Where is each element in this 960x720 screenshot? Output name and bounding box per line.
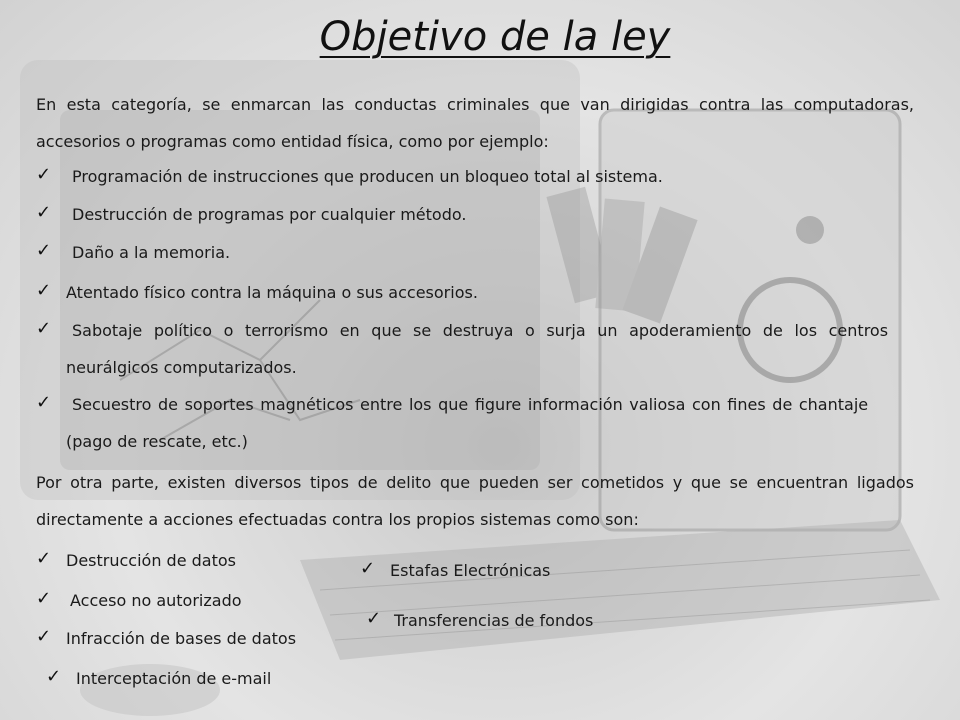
checkmark-icon: ✓: [36, 240, 52, 261]
list-item-text: Atentado físico contra la máquina o sus accesorios.: [66, 283, 478, 302]
list-item: [360, 552, 550, 589]
list-item-text: Acceso no autorizado: [70, 591, 242, 610]
checkmark-icon: ✓: [366, 608, 382, 629]
list-item: [36, 582, 242, 619]
list-item-text: Interceptación de e-mail: [76, 669, 272, 688]
list-item: [36, 542, 236, 579]
checkmark-icon: ✓: [36, 318, 52, 339]
intro-paragraph: En esta categoría, se enmarcan las conductas criminales que van dirigidas contra las computadoras, accesorios o programas como entidad física, como por ejemplo:: [36, 95, 914, 151]
slide-title: Objetivo de la ley: [319, 14, 671, 60]
checkmark-icon: ✓: [36, 202, 52, 223]
checkmark-icon: ✓: [36, 588, 52, 609]
list-item: [46, 660, 271, 697]
list-item-text: Destrucción de datos: [66, 551, 236, 570]
checkmark-icon: ✓: [36, 164, 52, 185]
list-item-text: Destrucción de programas por cualquier método.: [72, 205, 467, 224]
list-item-text: Secuestro de soportes magnéticos entre los que figure información valiosa con fines de chantaje: [72, 395, 869, 414]
checkmark-icon: ✓: [46, 666, 62, 687]
checkmark-icon: ✓: [360, 558, 376, 579]
checkmark-icon: ✓: [36, 280, 52, 301]
list-item-text: Infracción de bases de datos: [66, 629, 297, 648]
list-item-text: Transferencias de fondos: [394, 611, 594, 630]
list-item: [36, 620, 296, 657]
checkmark-icon: ✓: [36, 626, 52, 647]
list-item-text: Estafas Electrónicas: [390, 561, 551, 580]
list-item-text: Daño a la memoria.: [72, 243, 231, 262]
list-item-text: Sabotaje político o terrorismo en que se destruya o surja un apoderamiento de los centros: [72, 321, 889, 340]
second-paragraph: Por otra parte, existen diversos tipos de delito que pueden ser cometidos y que se encuentran ligados directamente a acciones efectuadas contra los propios sistemas como son:: [36, 473, 914, 529]
list-item-text-continued: neurálgicos computarizados.: [66, 358, 297, 377]
list-item-text: Programación de instrucciones que producen un bloqueo total al sistema.: [72, 167, 663, 186]
checkmark-icon: ✓: [36, 392, 52, 413]
list-item-text-continued: (pago de rescate, etc.): [66, 432, 248, 451]
checkmark-icon: ✓: [36, 548, 52, 569]
list-item: [366, 602, 593, 639]
